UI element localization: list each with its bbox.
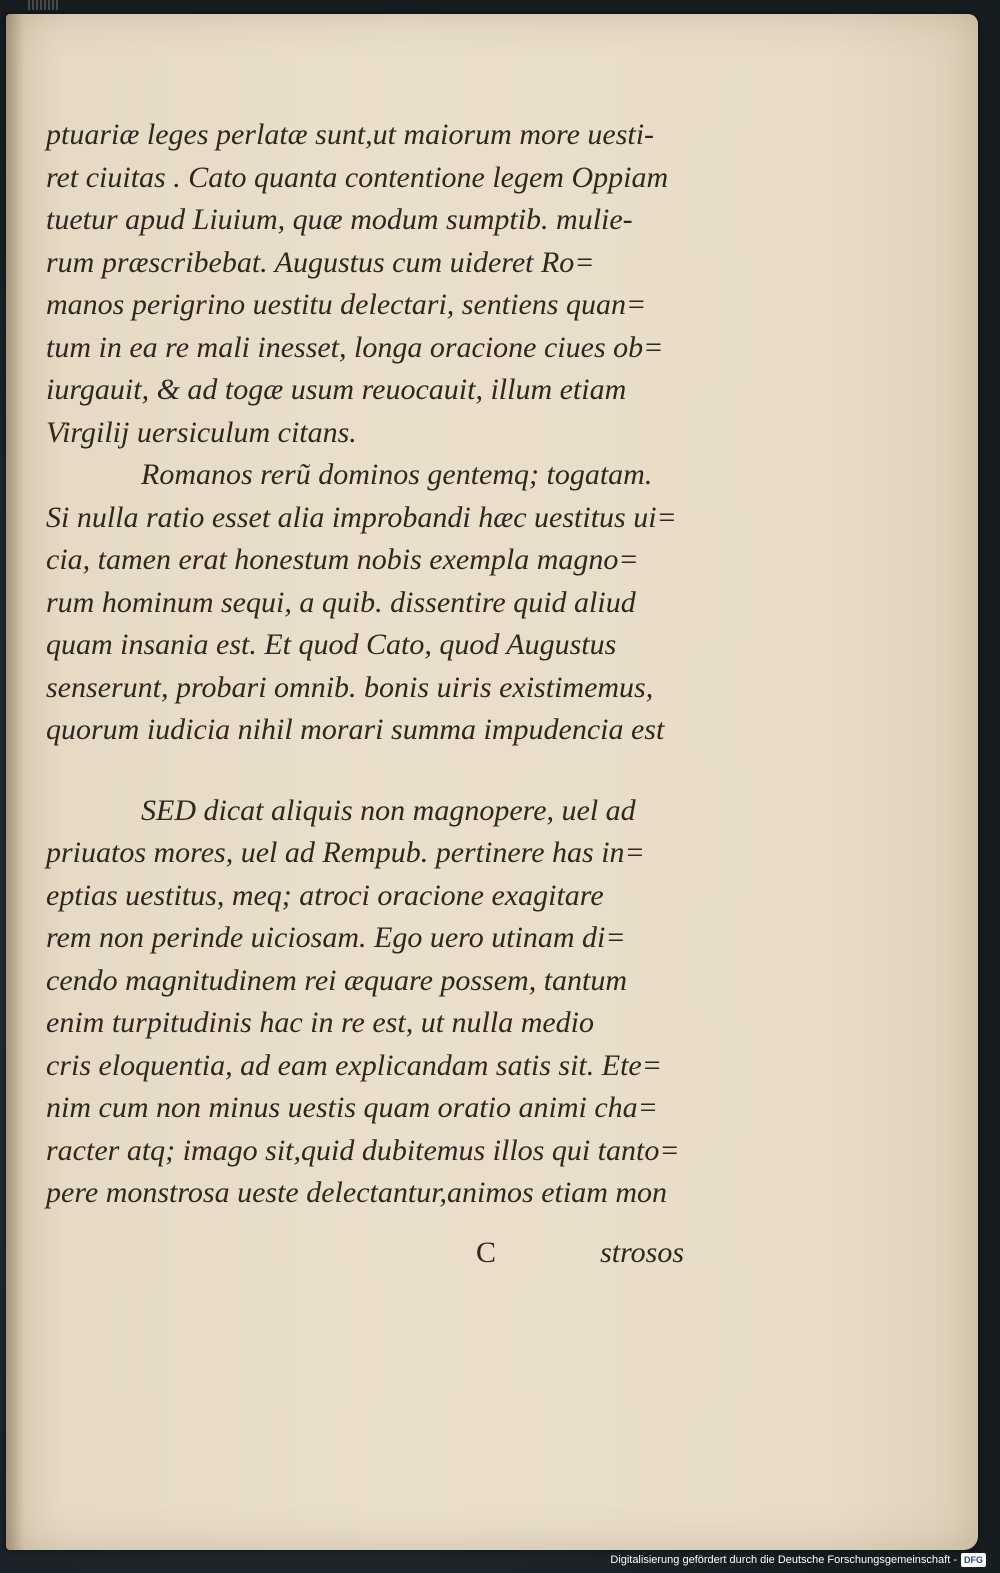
text-line: pere monstrosa ueste delectantur,animos etiam mon bbox=[46, 1176, 668, 1209]
quotation-line: Romanos rerũ dominos gentemq; togatam. bbox=[141, 458, 653, 491]
text-line: manos perigrino uestitu delectari, sentiens quan= bbox=[46, 288, 647, 321]
text-line: cia, tamen erat honestum nobis exempla magno= bbox=[46, 543, 639, 576]
scan-edge-mark bbox=[28, 0, 58, 10]
text-line: racter atq; imago sit,quid dubitemus illos qui tanto= bbox=[46, 1133, 680, 1167]
credit-text: Digitalisierung gefördert durch die Deutsche Forschungsgemeinschaft - bbox=[610, 1554, 957, 1566]
text-line: nim cum non minus uestis quam oratio animi cha= bbox=[46, 1091, 658, 1124]
text-line: tuetur apud Liuium, quæ modum sumptib. mulie- bbox=[46, 203, 633, 236]
text-line: ptuariæ leges perlatæ sunt,ut maiorum more uesti- bbox=[46, 118, 655, 151]
signature-mark: C bbox=[476, 1236, 497, 1269]
digitization-credit bbox=[610, 1551, 986, 1569]
text-line: cendo magnitudinem rei æquare possem, tantum bbox=[46, 963, 628, 997]
text-line: senserunt, probari omnib. bonis uiris existimemus, bbox=[46, 670, 654, 704]
page-text bbox=[46, 114, 736, 1215]
text-line: cris eloquentia, ad eam explicandam satis sit. Ete= bbox=[46, 1048, 662, 1082]
book-page bbox=[6, 14, 978, 1550]
paragraph-start-line: SED dicat aliquis non magnopere, uel ad bbox=[141, 793, 636, 827]
text-line: quorum iudicia nihil morari summa impudencia est bbox=[46, 713, 665, 746]
text-line: enim turpitudinis hac in re est, ut nulla medio bbox=[46, 1006, 595, 1039]
page-foot bbox=[46, 1236, 736, 1286]
text-line: tum in ea re mali inesset, longa oracione ciues ob= bbox=[46, 330, 664, 364]
text-line: Si nulla ratio esset alia improbandi hæc uestitus ui= bbox=[46, 500, 677, 534]
text-line: ret ciuitas . Cato quanta contentione legem Oppiam bbox=[46, 160, 669, 194]
text-line: rum præscribebat. Augustus cum uideret Ro= bbox=[46, 245, 595, 279]
text-line: priuatos mores, uel ad Rempub. pertinere has in= bbox=[46, 836, 645, 869]
text-line: rem non perinde uiciosam. Ego uero utinam di= bbox=[46, 921, 626, 954]
text-line: rum hominum sequi, a quib. dissentire quid aliud bbox=[46, 585, 636, 619]
paragraph-gap bbox=[46, 752, 736, 790]
text-line: eptias uestitus, meq; atroci oracione exagitare bbox=[46, 878, 604, 912]
dfg-logo: DFG bbox=[961, 1553, 986, 1567]
text-line: quam insania est. Et quod Cato, quod Augustus bbox=[46, 628, 617, 661]
catchword: strosos bbox=[600, 1236, 684, 1269]
text-line: iurgauit, & ad togæ usum reuocauit, illum etiam bbox=[46, 373, 627, 406]
text-line: Virgilij uersiculum citans. bbox=[46, 415, 357, 449]
